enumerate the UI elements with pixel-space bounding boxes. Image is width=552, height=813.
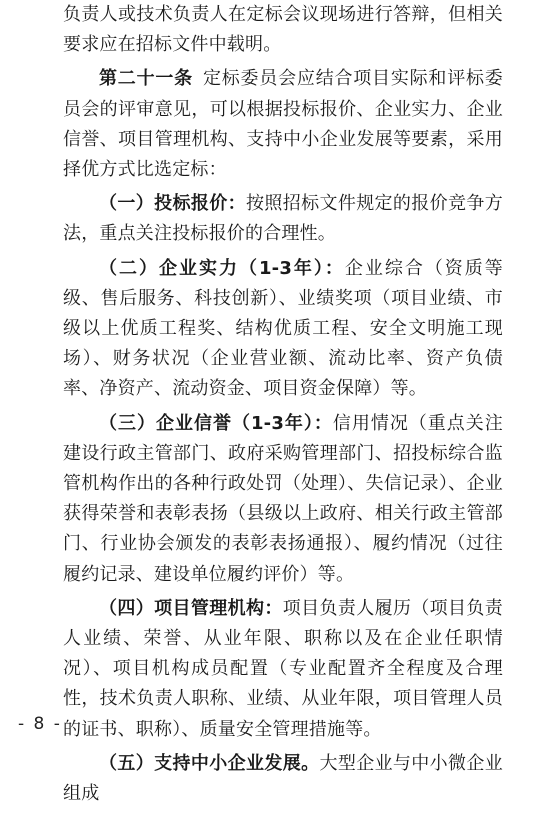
article-21-paragraph bbox=[63, 64, 503, 185]
page-number: - 8 - bbox=[18, 714, 62, 734]
item-2-paragraph bbox=[63, 254, 503, 405]
item-4-label: （四）项目管理机构： bbox=[99, 597, 283, 619]
item-1-text: 按照招标文件规定的报价竞争方法，重点关注投标报价的合理性。 bbox=[63, 193, 503, 245]
item-5-paragraph bbox=[63, 749, 503, 809]
item-4-paragraph bbox=[63, 594, 503, 745]
article-heading: 第二十一条 bbox=[99, 68, 193, 90]
item-5-text: 大型企业与中小微企业组成 bbox=[63, 752, 503, 805]
item-1-label: （一）投标报价： bbox=[99, 193, 246, 215]
item-5-label: （五）支持中小企业发展。 bbox=[99, 752, 320, 774]
item-4-text: 项目负责人履历（项目负责人业绩、荣誉、从业年限、职称以及在企业任职情况）、项目机构成员配置（专业配置齐全程度及合理性，技术负责人职称、业绩、从业年限，项目管理人员的证书、职称）、质量安全管理措施等。 bbox=[63, 597, 503, 740]
intro-text: 负责人或技术负责人在定标会议现场进行答辩，但相关要求应在招标文件中载明。 bbox=[63, 4, 503, 56]
item-3-label: （三）企业信誉（1-3年）： bbox=[99, 412, 333, 434]
item-2-label: （二）企业实力（1-3年）： bbox=[99, 257, 345, 279]
item-3-text: 信用情况（重点关注建设行政主管部门、政府采购管理部门、招投标综合监管机构作出的各种行政处罚（处理）、失信记录）、企业获得荣誉和表彰表扬（县级以上政府、相关行政主管部门、行业协会颁发的表彰表扬通报）、履约情况（过往履约记录、建设单位履约评价）等。 bbox=[63, 412, 503, 585]
item-3-paragraph bbox=[63, 409, 503, 590]
article-body: 定标委员会应结合项目实际和评标委员会的评审意见，可以根据投标报价、企业实力、企业信誉、项目管理机构、支持中小企业发展等要素，采用择优方式比选定标： bbox=[63, 68, 503, 181]
intro-paragraph bbox=[63, 0, 503, 60]
item-2-text: 企业综合（资质等级、售后服务、科技创新）、业绩奖项（项目业绩、市级以上优质工程奖、结构优质工程、安全文明施工现场）、财务状况（企业营业额、流动比率、资产负债率、净资产、流动资金、项目资金保障）等。 bbox=[63, 257, 503, 400]
item-1-paragraph bbox=[63, 189, 503, 249]
document-body bbox=[63, 0, 503, 813]
